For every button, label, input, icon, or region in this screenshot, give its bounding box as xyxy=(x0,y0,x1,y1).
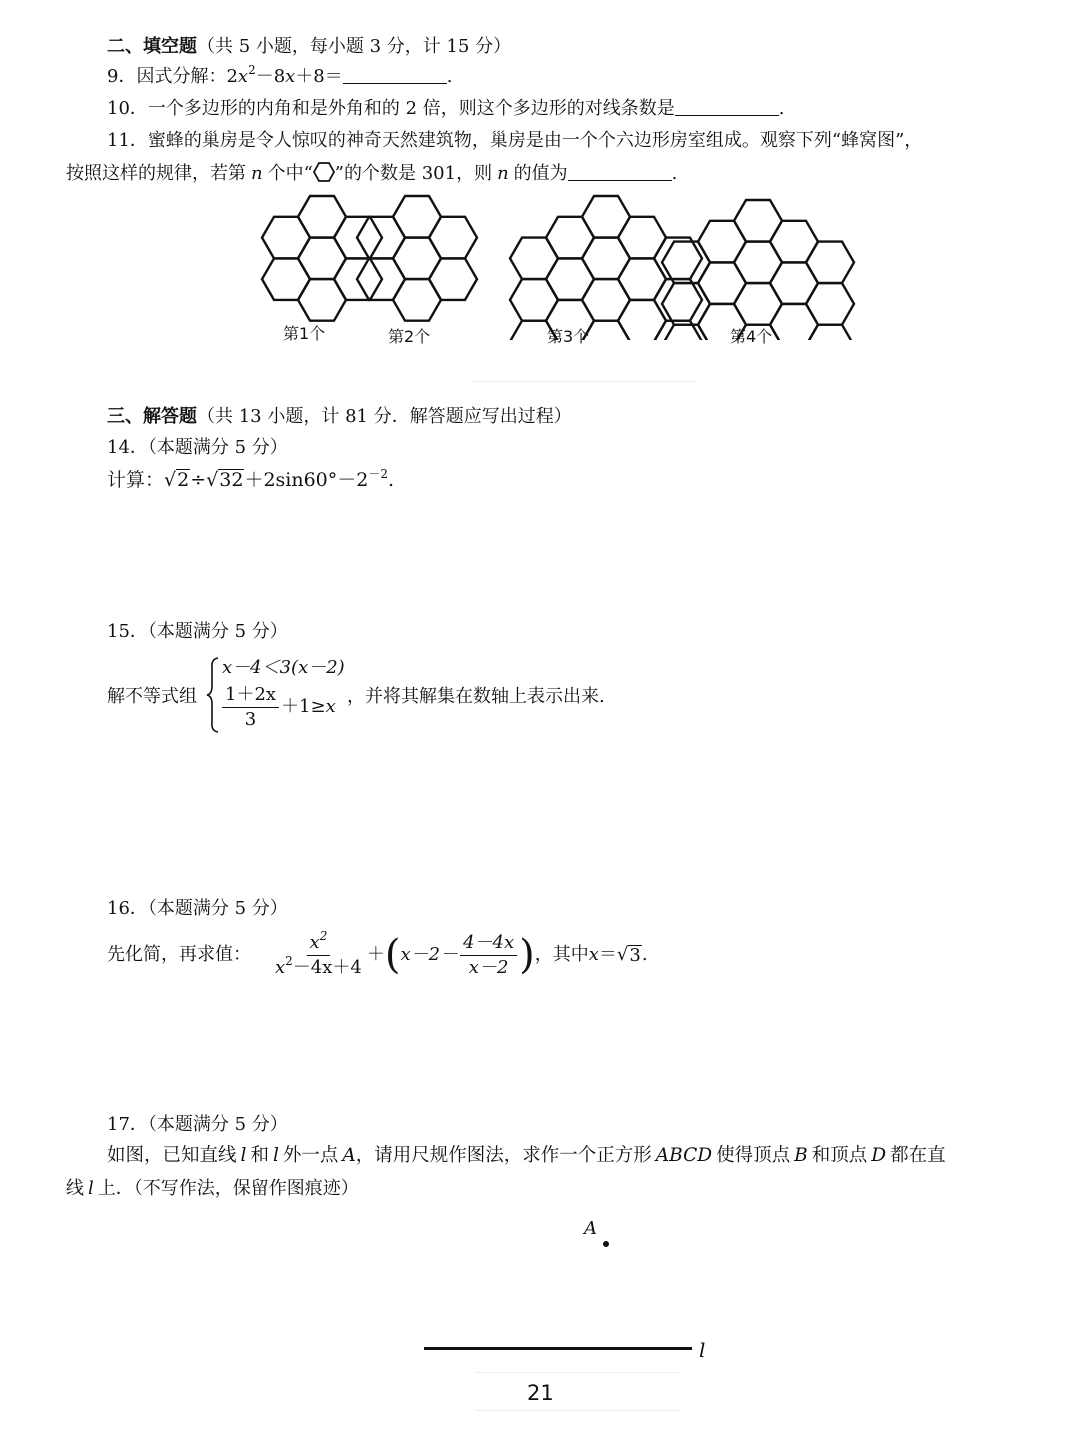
q17-B: B xyxy=(794,1145,808,1166)
q15-frac-num: 1＋2x xyxy=(222,685,279,708)
q15-header: 15．（本题满分 5 分） xyxy=(107,621,288,642)
figure-label-4: 第4个 xyxy=(730,327,773,346)
page-number: 21 xyxy=(527,1381,554,1405)
q16-f2-den: x－2 xyxy=(468,956,509,978)
q9-label: 9．因式分解： xyxy=(107,66,227,87)
q16-prefix: 先化简，再求值： xyxy=(107,944,251,965)
section-3-meta: （共 13 小题，计 81 分．解答题应写出过程） xyxy=(197,406,572,427)
q17-line-1 xyxy=(107,1147,946,1166)
q14-exp: －2 xyxy=(368,467,388,481)
q11-n: n xyxy=(251,163,263,184)
q9-var: x xyxy=(237,66,249,87)
q17-A: A xyxy=(342,1145,356,1166)
q14-prefix: 计算： xyxy=(107,469,165,491)
q15-frac-den: 3 xyxy=(244,708,257,730)
q17-ABCD: ABCD xyxy=(655,1145,713,1166)
footer-faint-rule-bottom xyxy=(475,1410,680,1411)
honeycomb-cell xyxy=(654,279,702,321)
q17-l: l xyxy=(240,1145,247,1166)
q16-plus: ＋ xyxy=(366,944,385,966)
q11-line2-c: ”的个数是 301，则 xyxy=(334,163,493,184)
q9-expr-a: 2 xyxy=(226,66,238,87)
q9-expr-b: －8 xyxy=(255,66,286,87)
q11-end: . xyxy=(671,163,678,184)
line-l-label: l xyxy=(699,1338,706,1362)
q17-l2b: 上．（不写作法，保留作图痕迹） xyxy=(97,1178,359,1199)
q17-l1b: 和 xyxy=(250,1145,269,1166)
q11-n-2: n xyxy=(497,163,509,184)
q16-f1-num xyxy=(307,929,331,956)
honeycomb-cell xyxy=(806,242,854,284)
q15-ineq2-var: x xyxy=(325,696,336,718)
q15-ineq-2 xyxy=(220,685,336,730)
q14-body xyxy=(107,469,394,490)
q14-op1: ÷ xyxy=(190,469,207,491)
q15-suffix: ，并将其解集在数轴上表示出来. xyxy=(347,686,605,707)
q17-l-2: l xyxy=(272,1145,279,1166)
q16-f1-den-var: x xyxy=(275,956,286,978)
q17-header: 17．（本题满分 5 分） xyxy=(107,1114,288,1135)
q16-suffix-rad: 3 xyxy=(629,945,641,967)
q14-header: 14．（本题满分 5 分） xyxy=(107,437,288,458)
figure-label-3: 第3个 xyxy=(547,327,590,346)
q15-ineq2-tail: ＋1≥ xyxy=(281,696,326,718)
line-l xyxy=(424,1347,692,1350)
q16-f1-den-rest: －4x＋4 xyxy=(292,956,362,978)
radical-sign-2: √ xyxy=(206,469,219,491)
q16-f1-den-sup: 2 xyxy=(285,953,293,968)
footer-faint-rule-top xyxy=(475,1372,680,1373)
faint-rule xyxy=(472,381,696,382)
honeycomb-cell xyxy=(429,258,477,300)
q11-line2-b: 个中“ xyxy=(267,163,313,184)
q16-paren-a: x－2－ xyxy=(400,944,459,966)
q16-suffix-eq: ＝ xyxy=(598,944,617,966)
q15-prefix: 解不等式组 xyxy=(107,686,197,707)
point-a xyxy=(603,1241,609,1247)
q14-radicand-1: 2 xyxy=(177,469,190,491)
honeycomb-cell xyxy=(654,238,702,280)
q16-suffix-var: x xyxy=(588,944,599,966)
radical-sign-3: √ xyxy=(616,944,629,966)
honeycomb-2 xyxy=(357,196,477,321)
figure-label-2: 第2个 xyxy=(388,327,431,346)
q11-line2-a: 按照这样的规律，若第 xyxy=(66,163,246,184)
q16-right-paren: ) xyxy=(519,932,535,979)
section-3-heading xyxy=(107,408,572,426)
honeycomb-1 xyxy=(262,196,382,321)
q17-line-2 xyxy=(66,1180,359,1198)
q15-brace xyxy=(205,656,221,734)
honeycomb-3 xyxy=(510,196,702,340)
honeycomb-cell xyxy=(806,325,854,340)
honeycomb-figure xyxy=(0,0,1080,343)
section-2-title: 二、填空题 xyxy=(107,36,197,57)
q17-l1f: 和顶点 xyxy=(811,1145,868,1166)
honeycomb-cell xyxy=(770,304,818,340)
q9-expr-c: ＋8＝ xyxy=(295,66,343,87)
point-a-label: A xyxy=(584,1218,597,1239)
honeycomb-cell xyxy=(806,283,854,325)
q17-D: D xyxy=(871,1145,887,1166)
q11-line2-d: 的值为 xyxy=(513,163,568,184)
q17-l2a: 线 xyxy=(66,1178,84,1199)
q15-ineq-1: x－4＜3(x－2) xyxy=(222,657,345,678)
q14-radicand-2: 32 xyxy=(219,469,244,491)
q9-end: . xyxy=(446,66,453,87)
q16-suffix-a: ，其中 xyxy=(534,944,589,966)
q14-end: . xyxy=(388,469,395,491)
q14-rest: ＋2sin60°－2 xyxy=(244,469,369,491)
q15-fraction xyxy=(222,685,279,730)
q16-f1-num-sup: 2 xyxy=(319,929,328,943)
q16-f1-num-var: x xyxy=(309,932,320,953)
q17-l1c: 外一点 xyxy=(282,1145,339,1166)
q16-end: . xyxy=(641,944,648,966)
radical-sign: √ xyxy=(164,469,177,491)
q11-line-1: 11．蜜蜂的巢房是令人惊叹的神奇天然建筑物，巢房是由一个个六边形房室组成。观察下列“蜂窝图”， xyxy=(107,130,923,151)
section-3-title: 三、解答题 xyxy=(107,406,197,427)
q16-left-paren: ( xyxy=(384,932,401,979)
q17-l1g: 都在直 xyxy=(890,1145,946,1166)
q10-text: 10．一个多边形的内角和是外角和的 2 倍，则这个多边形的对线条数是 xyxy=(107,98,675,119)
q16-fraction-1 xyxy=(272,929,365,978)
q17-l1a: 如图，已知直线 xyxy=(107,1145,237,1166)
q16-fraction-2 xyxy=(460,933,517,978)
q16-expression xyxy=(270,929,648,979)
q16-header: 16．（本题满分 5 分） xyxy=(107,898,288,919)
q9-sup: 2 xyxy=(248,63,256,77)
q16-f2-num: 4－4x xyxy=(460,933,517,956)
section-2-meta: （共 5 小题，每小题 3 分，计 15 分） xyxy=(197,36,512,57)
q16-f1-den xyxy=(272,953,365,978)
q17-l-3: l xyxy=(88,1178,94,1199)
q17-l1e: 使得顶点 xyxy=(716,1145,791,1166)
q17-l1d: ，请用尺规作图法，求作一个正方形 xyxy=(355,1145,652,1166)
honeycomb-cell xyxy=(429,217,477,259)
q9-var-2: x xyxy=(285,66,296,87)
q10-end: . xyxy=(778,98,785,119)
figure-label-1: 第1个 xyxy=(283,324,326,343)
